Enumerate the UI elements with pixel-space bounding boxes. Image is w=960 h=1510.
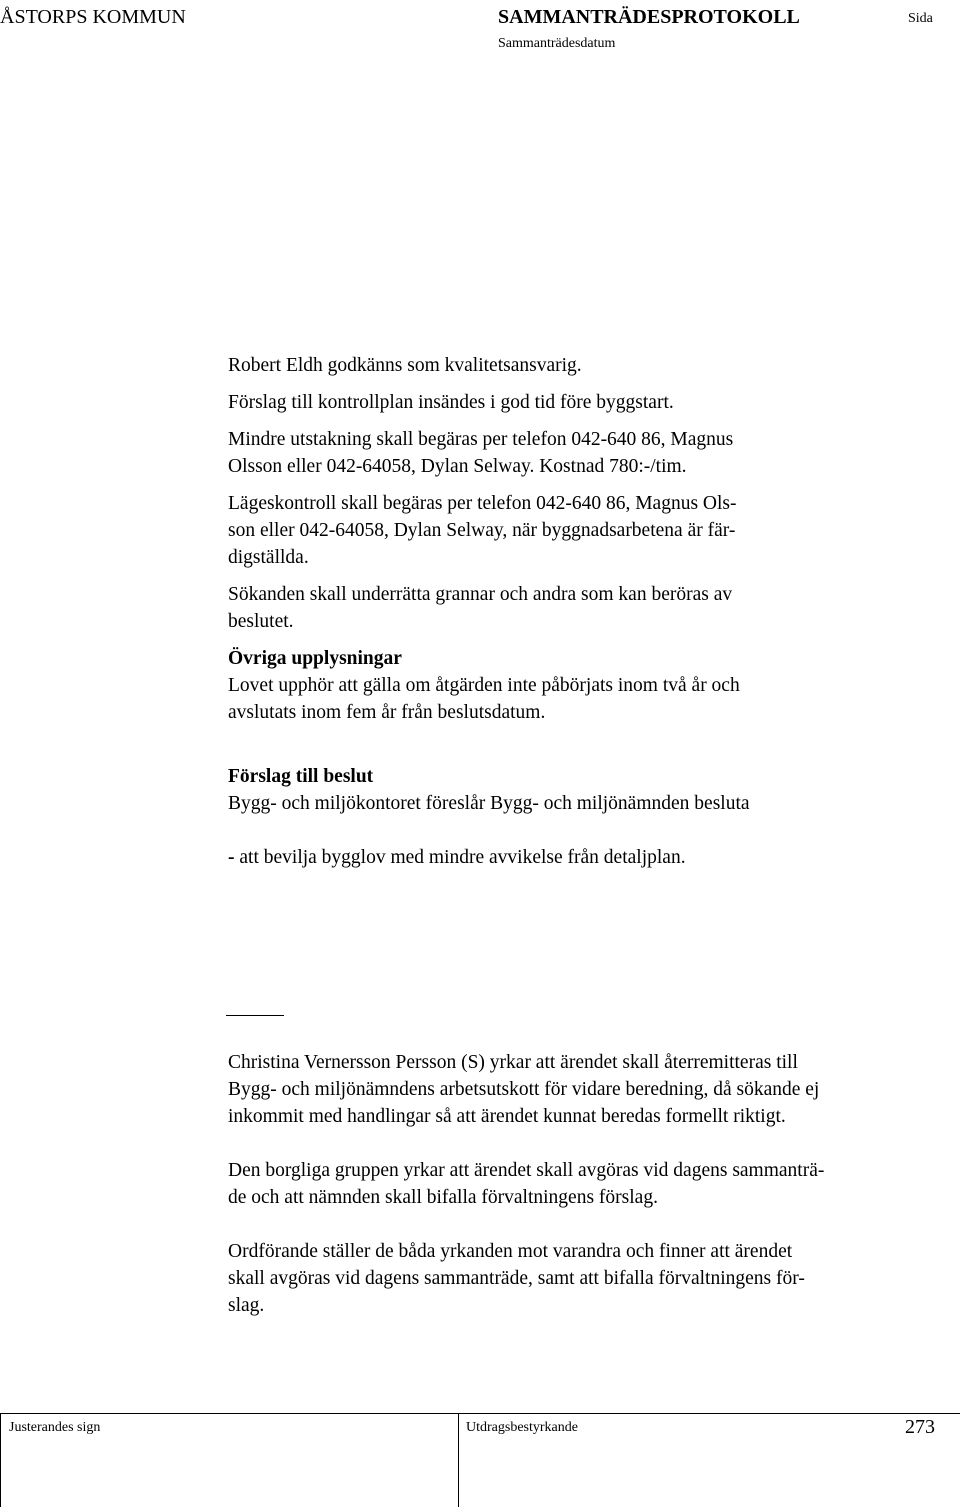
- footer-sign-label: Justerandes sign: [9, 1420, 101, 1435]
- paragraph-staking: [228, 426, 908, 480]
- heading-other-information: Övriga upplysningar: [228, 648, 402, 669]
- paragraph-decision-item: [228, 844, 908, 871]
- chair-ruling-line-3: slag.: [228, 1295, 265, 1316]
- paragraph-control-plan: Förslag till kontrollplan insändes i god tid före byggstart.: [228, 392, 674, 413]
- meeting-date-label: Sammanträdesdatum: [498, 36, 616, 51]
- validity-line-2: avslutats inom fem år från beslutsdatum.: [228, 702, 546, 723]
- footer-divider-left: [0, 1413, 1, 1507]
- group-motion-line-2: de och att nämnden skall bifalla förvaltningens förslag.: [228, 1187, 658, 1208]
- staking-line-2: Olsson eller 042-64058, Dylan Selway. Kostnad 780:-/tim.: [228, 456, 687, 477]
- section-separator: [226, 1015, 284, 1016]
- page-number: 273: [905, 1416, 935, 1438]
- heading-proposed-decision: Förslag till beslut: [228, 766, 374, 787]
- chair-ruling-line-1: Ordförande ställer de båda yrkanden mot varandra och finner att ärendet: [228, 1241, 793, 1262]
- position-check-line-1: Lägeskontroll skall begäras per telefon 042-640 86, Magnus Ols-: [228, 493, 737, 514]
- footer-extract-label: Utdragsbestyrkande: [466, 1420, 578, 1435]
- document-type: SAMMANTRÄDESPROTOKOLL: [498, 6, 800, 28]
- group-motion-line-1: Den borgliga gruppen yrkar att ärendet skall avgöras vid dagens sammanträ-: [228, 1160, 825, 1181]
- neighbours-line-2: beslutet.: [228, 611, 294, 632]
- paragraph-position-check: [228, 490, 908, 571]
- paragraph-chair-ruling: [228, 1238, 908, 1319]
- chair-ruling-line-2: skall avgöras vid dagens sammanträde, samt att bifalla förvaltningens för-: [228, 1268, 805, 1289]
- remittal-line-3: inkommit med handlingar så att ärendet kunnat beredas formellt riktigt.: [228, 1106, 786, 1127]
- paragraph-proposal: Bygg- och miljökontoret föreslår Bygg- och miljönämnden besluta: [228, 793, 750, 814]
- neighbours-line-1: Sökanden skall underrätta grannar och andra som kan beröras av: [228, 584, 733, 605]
- decision-dash: -: [228, 847, 235, 868]
- minutes-body-continued: [228, 1049, 908, 1319]
- paragraph-permit-validity: [228, 672, 908, 726]
- footer-divider-middle: [458, 1413, 459, 1507]
- minutes-body: [228, 352, 908, 871]
- page-label: Sida: [908, 11, 933, 26]
- footer-rule: [0, 1413, 960, 1414]
- decision-text: att bevilja bygglov med mindre avvikelse från detaljplan.: [234, 847, 686, 868]
- paragraph-group-motion: [228, 1157, 908, 1211]
- remittal-line-2: Bygg- och miljönämndens arbetsutskott för vidare beredning, då sökande ej: [228, 1079, 820, 1100]
- remittal-line-1: Christina Vernersson Persson (S) yrkar att ärendet skall återremitteras till: [228, 1052, 798, 1073]
- position-check-line-3: digställda.: [228, 547, 309, 568]
- municipality-name: ÅSTORPS KOMMUN: [0, 6, 186, 28]
- staking-line-1: Mindre utstakning skall begäras per telefon 042-640 86, Magnus: [228, 429, 734, 450]
- paragraph-neighbours: [228, 581, 908, 635]
- validity-line-1: Lovet upphör att gälla om åtgärden inte påbörjats inom två år och: [228, 675, 740, 696]
- position-check-line-2: son eller 042-64058, Dylan Selway, när byggnadsarbetena är fär-: [228, 520, 736, 541]
- paragraph-quality-manager: Robert Eldh godkänns som kvalitetsansvarig.: [228, 355, 582, 376]
- paragraph-remittal-motion: [228, 1049, 908, 1130]
